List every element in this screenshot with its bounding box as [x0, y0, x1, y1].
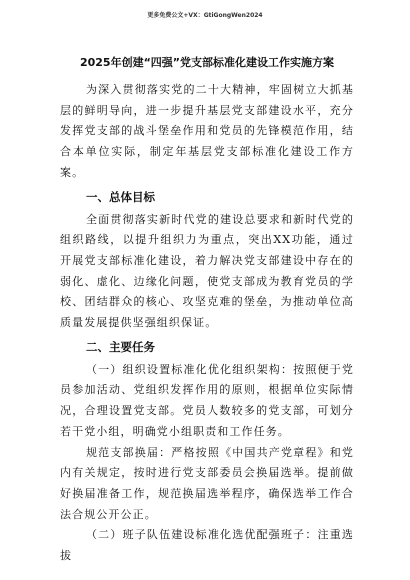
- task-item-1b: 规范支部换届：严格按照《中国共产党章程》和党内有关规定，按时进行党支部委员会换届选举。提前做好换届准备工作，规范换届选举程序，确保选举工作合法合规公开公正。: [60, 445, 354, 521]
- goals-paragraph: 全面贯彻落实新时代党的建设总要求和新时代党的组织路线，以提升组织力为重点，突出XX功能，通过开展党支部标准化建设，着力解决党支部建设中存在的弱化、虚化、边缘化问题，使党支部成为教育党员的学校、团结群众的核心、攻坚克难的堡垒，为推动单位高质量发展提供坚强组织保证。: [60, 212, 354, 330]
- intro-paragraph: 为深入贯彻落实党的二十大精神，牢固树立大抓基层的鲜明导向，进一步提升基层党支部建设水平，充分发挥党支部的战斗堡垒作用和党员的先锋模范作用，结合本单位实际，制定年基层党支部标准化建设工作方案。: [60, 83, 354, 179]
- section-heading-goals: 一、总体目标: [86, 189, 155, 204]
- task-item-1: （一）组织设置标准化优化组织架构：按照便于党员参加活动、党组织发挥作用的原则，根据单位实际情况，合理设置党支部。党员人数较多的党支部，可划分若干党小组，明确党小组职责和工作任务。: [60, 362, 354, 438]
- task-item-2: （二）班子队伍建设标准化选优配强班子：注重选拔: [60, 528, 354, 563]
- document-body: [60, 54, 354, 567]
- document-title: 2025年创建“四强”党支部标准化建设工作实施方案: [79, 56, 335, 69]
- header-note: 更多免费公文+VX：GtiGongWen2024: [147, 12, 263, 19]
- section-heading-tasks: 二、主要任务: [86, 339, 155, 354]
